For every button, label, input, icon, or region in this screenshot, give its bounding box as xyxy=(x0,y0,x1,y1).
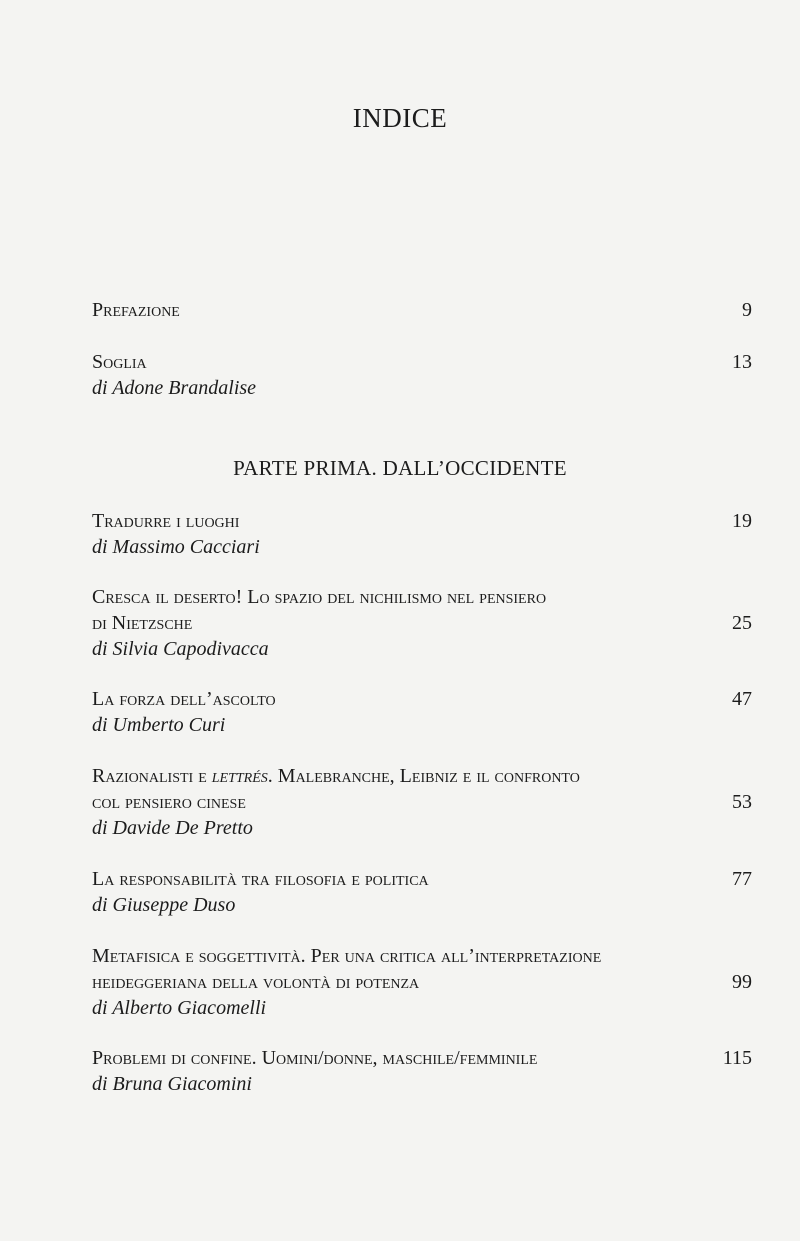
page-title: INDICE xyxy=(352,103,448,133)
page-number: 53 xyxy=(732,791,752,813)
entry-title xyxy=(92,866,752,892)
section-title: PARTE PRIMA. DALL’OCCIDENTE xyxy=(233,456,567,480)
page-number: 25 xyxy=(732,612,752,634)
entry-title xyxy=(92,686,752,712)
entry-title xyxy=(92,1045,752,1071)
page-number: 9 xyxy=(742,299,752,321)
entry-title xyxy=(92,969,752,995)
entry-title xyxy=(92,763,752,789)
entry-title xyxy=(92,349,752,375)
toc-entry-prefazione[interactable] xyxy=(92,297,752,323)
entry-title-line: Tradurre i luoghi xyxy=(92,510,240,532)
entry-author: di Davide De Pretto xyxy=(92,817,253,839)
entry-title-line: di Nietzsche xyxy=(92,612,193,634)
toc-entry-metafisica[interactable] xyxy=(92,943,752,1021)
page-number: 115 xyxy=(722,1047,752,1069)
entry-author: di Massimo Cacciari xyxy=(92,536,260,558)
entry-title-line: heideggeriana della volontà di potenza xyxy=(92,971,420,993)
page-number: 19 xyxy=(732,510,752,532)
entry-author: di Bruna Giacomini xyxy=(92,1073,252,1095)
entry-author: di Umberto Curi xyxy=(92,714,226,736)
entry-author: di Adone Brandalise xyxy=(92,377,257,399)
entry-title-line: La responsabilità tra filosofia e politica xyxy=(92,868,429,890)
entry-title-line: La forza dell’ascolto xyxy=(92,688,276,710)
page-number: 77 xyxy=(732,868,752,890)
entry-title xyxy=(92,584,752,610)
toc-entry-forza[interactable] xyxy=(92,686,752,738)
entry-author: di Giuseppe Duso xyxy=(92,894,236,916)
toc-entry-tradurre[interactable] xyxy=(92,508,752,560)
toc-entry-soglia[interactable] xyxy=(92,349,752,401)
entry-title-line: Problemi di confine. Uomini/donne, maschile/femminile xyxy=(92,1047,538,1069)
entry-title-line: Soglia xyxy=(92,351,147,373)
entry-title-line: Cresca il deserto! Lo spazio del nichilismo nel pensiero xyxy=(92,586,547,608)
entry-title-line: Metafisica e soggettività. Per una critica all’interpretazione xyxy=(92,945,602,967)
toc-entry-problemi[interactable] xyxy=(92,1045,752,1097)
entry-title xyxy=(92,297,752,323)
entry-title-line: Prefazione xyxy=(92,299,180,321)
entry-title-line: . Malebranche, Leibniz e il confronto xyxy=(267,765,580,787)
page-number: 13 xyxy=(732,351,752,373)
page-number: 47 xyxy=(732,688,752,710)
entry-title xyxy=(92,943,752,969)
entry-title xyxy=(92,789,752,815)
entry-title-line: Razionalisti e xyxy=(92,765,212,787)
entry-author: di Silvia Capodivacca xyxy=(92,638,269,660)
entry-title xyxy=(92,508,752,534)
toc-entry-cresca[interactable] xyxy=(92,584,752,662)
entry-author: di Alberto Giacomelli xyxy=(92,997,267,1019)
entry-title xyxy=(92,610,752,636)
entry-title-line: col pensiero cinese xyxy=(92,791,246,813)
entry-title-italic: lettrés xyxy=(211,765,268,787)
page-number: 99 xyxy=(732,971,752,993)
toc-entry-razionalisti[interactable] xyxy=(92,763,752,841)
toc-entry-responsabilita[interactable] xyxy=(92,866,752,918)
